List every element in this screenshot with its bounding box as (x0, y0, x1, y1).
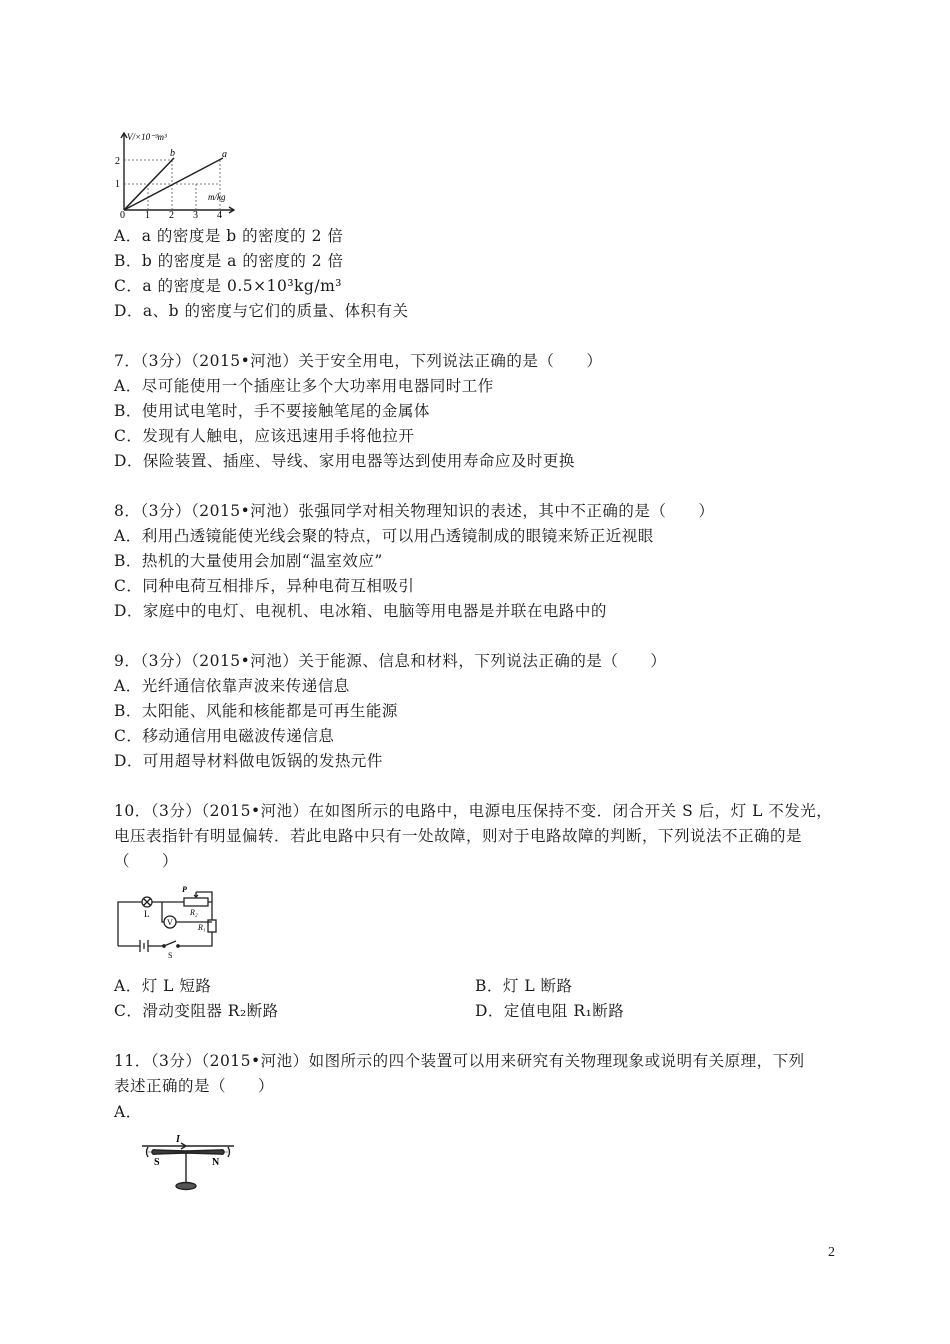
north-pole-label: N (212, 1157, 220, 1168)
q10-option-c: C．滑动变阻器 R₂断路 (114, 1002, 279, 1020)
q10-stem-line3: （ ） (114, 852, 179, 870)
q9-option-d: D．可用超导材料做电饭锅的发热元件 (114, 752, 383, 770)
q9-option-c: C．移动通信用电磁波传递信息 (114, 727, 335, 745)
y-axis-label: V/×10⁻³m³ (127, 132, 167, 142)
line-a-label: a (222, 149, 227, 160)
circuit-diagram (112, 884, 224, 960)
q8-option-a: A．利用凸透镜能使光线会聚的特点，可以用凸透镜制成的眼镜来矫正近视眼 (114, 527, 654, 545)
q7-option-b: B．使用试电笔时，手不要接触笔尾的金属体 (114, 402, 430, 420)
q7-option-c: C．发现有人触电，应该迅速用手将他拉开 (114, 427, 415, 445)
voltmeter-label: V (167, 918, 173, 927)
rheostat-icon (184, 898, 208, 906)
q6-option-c: C．a 的密度是 0.5×10³kg/m³ (114, 277, 342, 295)
q11-option-a-label: A． (114, 1103, 142, 1121)
switch-icon (164, 941, 176, 946)
line-b (124, 158, 174, 210)
q10-option-b: B．灯 L 断路 (475, 977, 573, 995)
q6-option-d: D．a、b 的密度与它们的质量、体积有关 (114, 302, 409, 320)
x-tick-2: 2 (169, 210, 174, 218)
slider-label: P (182, 885, 187, 894)
y-tick-1: 1 (115, 179, 120, 190)
x-axis-label: m/kg (208, 192, 226, 202)
q8-stem: 8．（3分）（2015•河池）张强同学对相关物理知识的表述，其中不正确的是（ ） (114, 502, 715, 520)
q6-option-a: A．a 的密度是 b 的密度的 2 倍 (114, 227, 344, 245)
q7-stem: 7．（3分）（2015•河池）关于安全用电，下列说法正确的是（ ） (114, 352, 603, 370)
q10-option-a: A．灯 L 短路 (114, 977, 212, 995)
current-label: I (176, 1134, 180, 1145)
density-graph (112, 130, 237, 218)
q8-option-b: B．热机的大量使用会加剧“温室效应” (114, 552, 383, 570)
page-number: 2 (828, 1245, 835, 1260)
q9-stem: 9．（3分）（2015•河池）关于能源、信息和材料，下列说法正确的是（ ） (114, 652, 667, 670)
q8-option-c: C．同种电荷互相排斥，异种电荷互相吸引 (114, 577, 415, 595)
q10-stem-line1: 10．（3分）（2015•河池）在如图所示的电路中，电源电压保持不变．闭合开关 S 后，灯 L 不发光， (114, 802, 833, 820)
x-tick-0: 0 (120, 210, 125, 218)
q9-option-a: A．光纤通信依靠声波来传递信息 (114, 677, 350, 695)
lamp-label: L (144, 909, 150, 919)
q11-stem-line2: 表述正确的是（ ） (114, 1077, 275, 1095)
x-tick-4: 4 (217, 210, 222, 218)
y-tick-2: 2 (115, 156, 120, 167)
compass-wire-figure (138, 1132, 238, 1194)
q11-stem-line1: 11．（3分）（2015•河池）如图所示的四个装置可以用来研究有关物理现象或说明有关原理，下列 (114, 1052, 805, 1070)
q10-option-d: D．定值电阻 R₁断路 (475, 1002, 625, 1020)
q10-stem-line2: 电压表指针有明显偏转．若此电路中只有一处故障，则对于电路故障的判断，下列说法不正确的是 (114, 827, 803, 845)
switch-label: S (168, 951, 173, 960)
q7-option-a: A．尽可能使用一个插座让多个大功率用电器同时工作 (114, 377, 494, 395)
q7-option-d: D．保险装置、插座、导线、家用电器等达到使用寿命应及时更换 (114, 452, 575, 470)
q9-option-b: B．太阳能、风能和核能都是可再生能源 (114, 702, 398, 720)
x-tick-1: 1 (145, 210, 150, 218)
x-tick-3: 3 (193, 210, 198, 218)
q6-option-b: B．b 的密度是 a 的密度的 2 倍 (114, 252, 344, 270)
rheostat-label: R₂ (190, 908, 198, 917)
south-pole-label: S (154, 1157, 160, 1168)
resistor-label: R₁ (198, 923, 206, 932)
q8-option-d: D．家庭中的电灯、电视机、电冰箱、电脑等用电器是并联在电路中的 (114, 602, 607, 620)
line-b-label: b (170, 148, 175, 159)
